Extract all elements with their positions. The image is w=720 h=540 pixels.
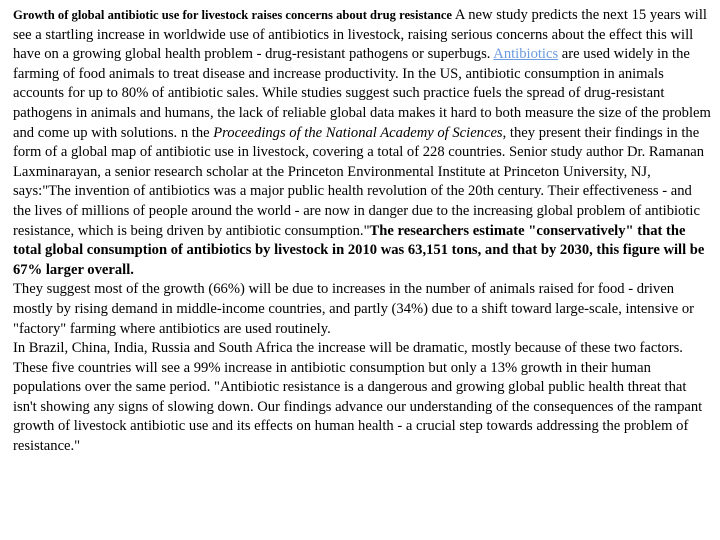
article-intro: A new study predicts the next 15 years will see a startling increase in worldwide use of antibiotics in livestock, raising serious concerns about the effect this will have on a growing global health problem - drug-resistant pathogens or superbugs.	[13, 7, 707, 63]
article-headline: Growth of global antibiotic use for livestock raises concerns about drug resistance	[13, 8, 453, 22]
key-finding: The researchers estimate "conservatively" that the total global consumption of antibiotics by livestock in 2010 was 63,151 tons, and that by 2030, this figure will be 67% larger overall.	[13, 222, 705, 278]
article-paragraph-2: They suggest most of the growth (66%) will be due to increases in the number of animals raised for food - driven mostly by rising demand in middle-income countries, and partly (34%) due to a shift toward large-scale, intensive or "factory" farming where antibiotics are used routinely.	[13, 281, 695, 337]
article-paragraph-1	[13, 6, 712, 280]
article-paragraph-3: In Brazil, China, India, Russia and South Africa the increase will be dramatic, mostly because of these two factors. These five countries will see a 99% increase in antibiotic consumption but only a 13% growth in their human populations over the same period. "Antibiotic resistance is a dangerous and growing global public health threat that isn't showing any signs of slowing down. Our findings advance our understanding of the consequences of the rampant growth of livestock antibiotic use and its effects on human health - a crucial step towards addressing the problem of resistance."	[13, 340, 703, 455]
paragraph-1-continued: , they present their findings in the form of a global map of antibiotic use in livestock, covering a total of 228 countries. Senior study author Dr. Ramanan Laxminarayan, a senior research scholar at the Princeton Environmental Institute at Princeton University, NJ, says:"The invention of antibiotics was a major public health revolution of the 20th century. Their effectiveness - and the lives of millions of people around the world - are now in danger due to the increasing global problem of antibiotic resistance, which is being driven by antibiotic consumption."	[13, 124, 705, 239]
antibiotics-link[interactable]: Antibiotics	[493, 46, 559, 63]
paragraph-1-body: are used widely in the farming of food animals to treat disease and increase productivity. In the US, antibiotic consumption in animals accounts for up to 80% of antibiotic sales. While studies suggest such practice fuels the spread of drug-resistant pathogens in animals and humans, the lack of reliable global data makes it hard to both measure the size of the problem and come up with solutions. n the	[13, 46, 711, 141]
journal-name: Proceedings of the National Academy of Sciences	[213, 124, 503, 141]
